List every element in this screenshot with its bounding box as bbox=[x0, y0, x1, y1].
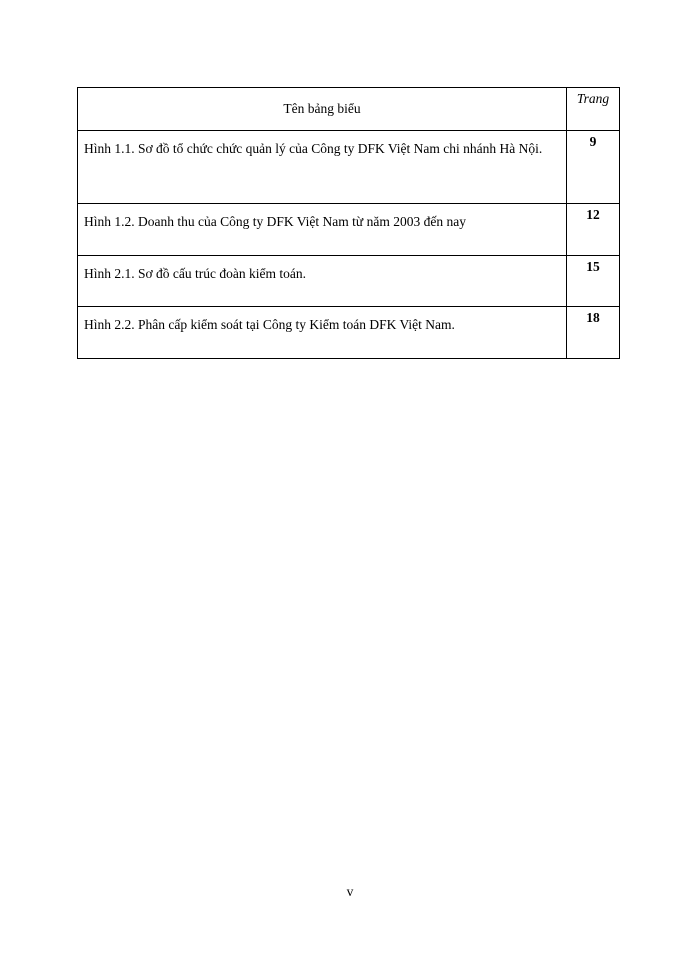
figure-page-cell: 18 bbox=[567, 307, 620, 359]
header-page: Trang bbox=[567, 88, 620, 131]
figure-name-cell: Hình 1.2. Doanh thu của Công ty DFK Việt Nam từ năm 2003 đến nay bbox=[78, 204, 567, 256]
table-header-row bbox=[78, 88, 620, 131]
table-row bbox=[78, 204, 620, 256]
figure-page-cell: 12 bbox=[567, 204, 620, 256]
figure-name-cell: Hình 2.2. Phân cấp kiểm soát tại Công ty Kiểm toán DFK Việt Nam. bbox=[78, 307, 567, 359]
list-of-figures-table bbox=[77, 87, 620, 359]
header-figure-name: Tên bảng biểu bbox=[78, 88, 567, 131]
table-row bbox=[78, 307, 620, 359]
table-row bbox=[78, 256, 620, 307]
figure-page-cell: 9 bbox=[567, 131, 620, 204]
figure-name-cell: Hình 1.1. Sơ đồ tổ chức chức quản lý của Công ty DFK Việt Nam chi nhánh Hà Nội. bbox=[78, 131, 567, 204]
figure-name-cell: Hình 2.1. Sơ đồ cấu trúc đoàn kiểm toán. bbox=[78, 256, 567, 307]
figure-page-cell: 15 bbox=[567, 256, 620, 307]
table-row bbox=[78, 131, 620, 204]
page-number: v bbox=[346, 884, 354, 899]
